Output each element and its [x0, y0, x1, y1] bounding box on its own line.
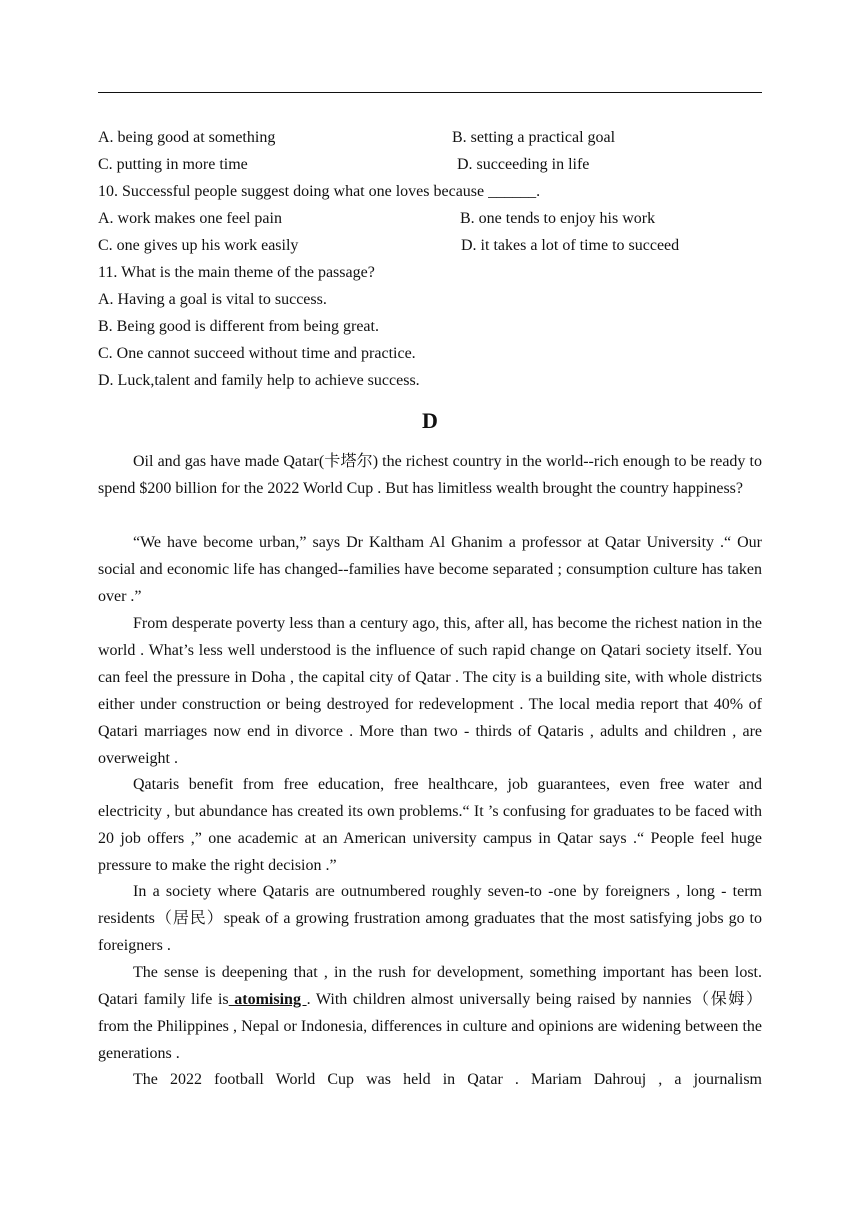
passage-paragraph-3: From desperate poverty less than a century ago, this, after all, has become the richest nation in the world . What’s less well understood is the influence of such rapid change on Qatari society itself. You can feel the pressure in Doha , the capital city of Qatar . The city is a building site, with whole districts either under construction or being destroyed for redevelopment . The local media report that 40% of Qatari marriages now end in divorce . More than two - thirds of Qataris , adults and children , are overweight .	[98, 615, 762, 767]
q9-option-a: A. being good at something	[98, 129, 276, 146]
underlined-word-atomising: atomising	[228, 991, 307, 1008]
q11-option-c: C. One cannot succeed without time and practice.	[98, 345, 416, 362]
passage-paragraph-1: Oil and gas have made Qatar(卡塔尔) the richest country in the world--rich enough to be ready to spend $200 billion for the 2022 World Cup . But has limitless wealth brought the country happiness?	[98, 453, 762, 497]
q10-option-d: D. it takes a lot of time to succeed	[461, 237, 680, 254]
q9-option-d: D. succeeding in life	[457, 156, 590, 173]
passage-paragraph-5: In a society where Qataris are outnumbered roughly seven-to -one by foreigners , long - term residents（居民）speak of a growing frustration among graduates that the most satisfying jobs go to foreigners .	[98, 883, 762, 954]
q10-option-c: C. one gives up his work easily	[98, 237, 299, 254]
q11-option-a: A. Having a goal is vital to success.	[98, 291, 327, 308]
q10-option-a: A. work makes one feel pain	[98, 210, 282, 227]
q9-option-b: B. setting a practical goal	[452, 129, 616, 146]
paragraph-6-text-after: . With children almost universally being raised by nannies（保姆）from the Philippines , Nepal or Indonesia, differences in culture and opinions are widening between the generations .	[98, 991, 763, 1062]
section-title: D	[422, 408, 438, 433]
passage-paragraph-4: Qataris benefit from free education, free healthcare, job guarantees, even free water and electricity , but abundance has created its own problems.“ It ’s confusing for graduates to be faced with 20 job offers ,” one academic at an American university campus in Qatar says .“ People feel huge pressure to make the right decision .”	[98, 776, 762, 874]
passage-paragraph-7: The 2022 football World Cup was held in Qatar . Mariam Dahrouj , a journalism	[133, 1071, 762, 1088]
q9-option-c: C. putting in more time	[98, 156, 248, 173]
passage-paragraph-2: “We have become urban,” says Dr Kaltham Al Ghanim a professor at Qatar University .“ Our social and economic life has changed--families have become separated ; consumption culture has taken over .”	[98, 534, 762, 605]
passage-paragraph-6	[98, 959, 762, 1067]
paragraph-6-text-before: The sense is deepening that , in the rush for development, something important has been lost. Qatari family life is	[98, 964, 762, 1008]
header-rule	[98, 92, 762, 93]
q10-option-b: B. one tends to enjoy his work	[460, 210, 656, 227]
q11-option-b: B. Being good is different from being great.	[98, 318, 379, 335]
q10-stem: 10. Successful people suggest doing what one loves because ______.	[98, 183, 541, 200]
q11-stem: 11. What is the main theme of the passage?	[98, 264, 375, 281]
q11-option-d: D. Luck,talent and family help to achieve success.	[98, 372, 420, 389]
